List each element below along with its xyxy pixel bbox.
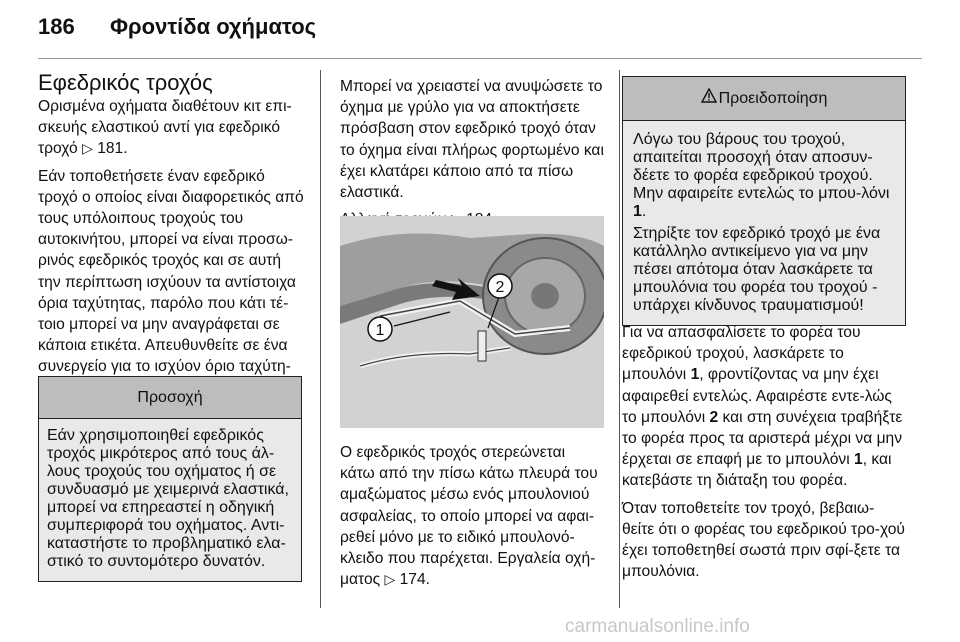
col3-paragraph-2: Όταν τοποθετείτε τον τροχό, βεβαιω-θείτε ότι ο φορέας του εφεδρικού τρο-χού έχει τοποθετηθεί σωστά πριν σφί-ξετε τα μπουλόνια. — [622, 499, 905, 581]
warning-box — [622, 76, 906, 326]
column-3 — [622, 322, 906, 588]
xref-arrow-icon: ▷ — [82, 140, 93, 157]
illustration-label-2: 2 — [495, 279, 505, 296]
col1-paragraph-2: Εάν τοποθετήσετε έναν εφεδρικό τροχό ο οποίος είναι διαφορετικός από τους υπόλοιπους τροχούς του αυτοκινήτου, μπορεί να είναι προσω-ρινός εφεδρικός τροχός και σε αυτή την περίπτωση ισχύουν τα αντίστοιχα όρια ταχύτητας, παρόλο που κάτι τέ-τοιο μπορεί να μην αναγράφεται σε κάποια ετικέτα. Απευθυνθείτε σε ένα συνεργείο για το ισχύον όριο ταχύτη- — [38, 167, 304, 376]
col2-p3-xref[interactable]: 174. — [399, 571, 430, 589]
wheel-hub-shape — [531, 283, 559, 309]
col3-p1-text-b: , φροντίζοντας να μην έχει αφαιρεθεί εντελώς. Αφαιρέστε εντε-λώς το μπουλόνι — [622, 366, 892, 426]
col1-paragraph-1 — [38, 96, 306, 160]
col2-p3-text: Ο εφεδρικός τροχός στερεώνεται κάτω από την πίσω κάτω πλευρά του αμαξώματος μέσω ενός μπουλονιού ασφαλείας, το οποίο μπορεί να αφαι-ρεθεί μόνο με το ειδικό μπουλονό-κλειδο που παρέχεται. Εργαλεία οχή-ματος — [340, 444, 598, 589]
warning-paragraph-2: Στηρίξτε τον εφεδρικό τροχό με ένα κατάλληλο αντικείμενο για να μην πέσει απότομα όταν λασκάρετε τα μπουλόνια του φορέα του τροχού - υπάρχει κίνδυνος τραυματισμού! — [633, 225, 881, 314]
warning-title: Προειδοποίηση — [718, 90, 828, 108]
page-number: 186 — [38, 14, 75, 39]
col3-paragraph-1 — [622, 322, 906, 492]
column-1 — [38, 70, 306, 405]
spare-wheel-drawing — [340, 216, 604, 428]
col2-paragraph-1: Μπορεί να χρειαστεί να ανυψώσετε το όχημα με γρύλο για να αποκτήσετε πρόσβαση στον εφεδρικό τροχό όταν το όχημα είναι πλήρως φορτωμένο και έχει κλατάρει κάποιο από τα πίσω ελαστικά. — [340, 78, 604, 202]
warning-p1-bold: 1 — [633, 203, 642, 220]
page-header — [38, 14, 316, 48]
col3-p1-bold-1: 1 — [690, 366, 700, 384]
column-2-bottom — [340, 442, 604, 590]
caution-body — [39, 419, 301, 581]
col1-p1-xref[interactable]: 181. — [97, 140, 128, 158]
column-divider-2 — [619, 70, 620, 608]
caution-title: Προσοχή — [39, 377, 301, 419]
xref-arrow-icon: ▷ — [384, 571, 396, 588]
warning-p1-end: . — [641, 203, 647, 220]
section-title: Εφεδρικός τροχός — [38, 70, 213, 95]
warning-p1-text: Λόγω του βάρους του τροχού, απαιτείται προσοχή όταν αποσυν-δέετε το φορέα εφεδρικού τροχού. Μην αφαιρείτε εντελώς το μπου-λόνι — [633, 131, 890, 202]
col2-paragraph-3 — [340, 442, 604, 590]
col3-p1-bold-3: 1 — [854, 451, 863, 469]
warning-header — [623, 77, 905, 121]
col1-p1-text: Ορισμένα οχήματα διαθέτουν κιτ επι-σκευής ελαστικού αντί για εφεδρικό τροχό — [38, 98, 292, 158]
col3-p1-text-a: Για να απασφαλίσετε το φορέα του εφεδρικού τροχού, λασκάρετε το μπουλόνι — [622, 324, 861, 384]
page-title: Φροντίδα οχήματος — [110, 14, 317, 39]
col3-p1-text-d: , και κατεβάστε τη διάταξη του φορέα. — [622, 451, 892, 490]
header-divider — [38, 58, 922, 59]
column-divider-1 — [320, 70, 321, 608]
warning-body — [623, 121, 905, 325]
column-2-top — [340, 76, 604, 236]
caution-box — [38, 376, 302, 582]
illustration-label-1: 1 — [375, 322, 385, 339]
warning-triangle-icon — [701, 77, 717, 121]
watermark: carmanualsonline.info — [565, 616, 750, 637]
bolt-shape — [478, 331, 486, 361]
spare-wheel-illustration — [340, 216, 604, 428]
col3-p1-bold-2: 2 — [709, 408, 719, 426]
caution-text: Εάν χρησιμοποιηθεί εφεδρικός τροχός μικρότερος από τους άλ-λους τροχούς του οχήματος ή σε συνδυασμό με χειμερινά ελαστικά, μπορεί να επηρεαστεί η οδηγική συμπεριφορά του οχήματος. Αντι-καταστήστε το προβληματικό ελα-στικό το συντομότερο δυνατόν. — [47, 427, 289, 570]
col3-p1-text-c: και στη συνέχεια τραβήξτε το φορέα προς τα αριστερά μέχρι να μην έρχεται σε επαφή με το μπουλόνι — [622, 408, 903, 469]
warning-paragraph-1 — [633, 131, 895, 221]
